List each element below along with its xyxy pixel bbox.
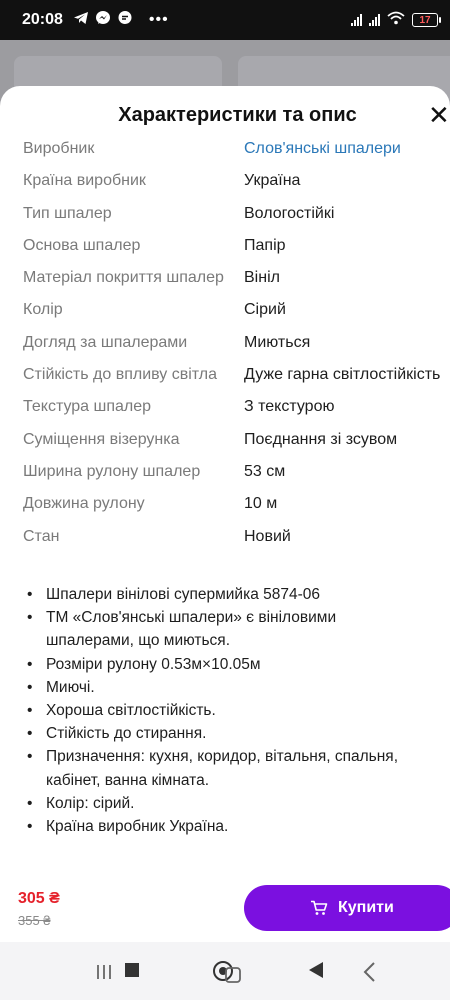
spec-row — [0, 198, 450, 230]
buy-bar — [0, 872, 450, 942]
specs-table — [0, 133, 450, 553]
spec-label: Суміщення візерунка — [23, 430, 180, 448]
spec-label: Догляд за шпалерами — [23, 333, 188, 351]
spec-label: Країна виробник — [23, 172, 146, 190]
system-nav-bar — [0, 942, 450, 1000]
characteristics-sheet — [0, 86, 450, 972]
spec-value: Миються — [244, 333, 311, 351]
spec-label: Текстура шпалер — [23, 398, 152, 416]
spec-label: Тип шпалер — [23, 204, 112, 222]
spec-row — [0, 391, 450, 423]
description-item: • Стійкість до стирання. — [46, 722, 402, 745]
current-price: 305 ₴ — [18, 890, 60, 907]
status-time: 20:08 — [22, 11, 63, 28]
description-item: • ТМ «Слов'янські шпалери» є вініловими шпалерами, що миються. — [46, 606, 402, 652]
spec-value: Дуже гарна світлостійкість — [244, 366, 441, 384]
spec-row — [0, 327, 450, 359]
square-icon[interactable] — [116, 954, 148, 986]
spec-value: Вологостійкі — [244, 204, 335, 222]
spec-row — [0, 424, 450, 456]
old-price: 355 ₴ — [18, 913, 51, 928]
description-item: • Хороша світлостійкість. — [46, 699, 402, 722]
status-bar — [0, 0, 450, 40]
spec-label: Довжина рулону — [23, 495, 145, 513]
back-icon[interactable] — [354, 956, 386, 988]
sheet-title: Характеристики та опис — [118, 104, 357, 126]
spec-value: 10 м — [244, 495, 278, 513]
product-description — [0, 583, 450, 838]
spec-value: 53 см — [244, 462, 286, 480]
spec-label: Виробник — [23, 140, 95, 157]
wifi-icon — [387, 11, 405, 29]
spec-row — [0, 262, 450, 294]
spec-label: Матеріал покриття шпалер — [23, 269, 224, 287]
description-item: • Колір: сірий. — [46, 792, 402, 815]
spec-row — [0, 133, 450, 165]
spec-row — [0, 488, 450, 520]
spec-value: Папір — [244, 236, 286, 254]
close-icon[interactable]: ✕ — [428, 100, 450, 130]
spec-value: Сірий — [244, 301, 286, 319]
spec-value: З текстурою — [244, 398, 335, 416]
spec-row — [0, 359, 450, 391]
spec-value: Вініл — [244, 269, 280, 287]
spec-label: Ширина рулону шпалер — [23, 462, 201, 480]
description-item: • Шпалери вінілові супермийка 5874-06 — [46, 583, 402, 606]
signal-icon-2 — [369, 14, 380, 26]
spec-row — [0, 521, 450, 553]
signal-icon — [351, 14, 362, 26]
manufacturer-link[interactable]: Слов'янські шпалери — [244, 140, 401, 157]
chat-icon — [117, 10, 133, 30]
battery-icon: 17 — [412, 13, 438, 27]
spec-row — [0, 294, 450, 326]
home-icon[interactable] — [210, 956, 242, 988]
buy-button[interactable] — [244, 885, 450, 931]
description-item: • Розміри рулону 0.53м×10.05м — [46, 653, 402, 676]
more-icon: ••• — [148, 11, 169, 28]
spec-value: Поєднання зі зсувом — [244, 430, 398, 448]
spec-row — [0, 165, 450, 197]
spec-label: Стійкість до впливу світла — [23, 366, 218, 384]
triangle-icon[interactable] — [300, 954, 332, 986]
spec-label: Колір — [23, 301, 63, 319]
description-item: • Миючі. — [46, 676, 402, 699]
messenger-icon — [95, 10, 111, 30]
spec-value: Україна — [244, 172, 301, 190]
cart-icon — [310, 900, 328, 916]
description-item: • Країна виробник Україна. — [46, 815, 402, 838]
spec-label: Стан — [23, 527, 60, 545]
spec-row — [0, 230, 450, 262]
spec-row — [0, 456, 450, 488]
telegram-icon — [73, 11, 89, 29]
spec-value: Новий — [244, 527, 291, 545]
spec-label: Основа шпалер — [23, 236, 141, 254]
description-item: • Призначення: кухня, коридор, вітальня, спальня, кабінет, ванна кімната. — [46, 745, 402, 791]
buy-button-label: Купити — [338, 899, 394, 916]
